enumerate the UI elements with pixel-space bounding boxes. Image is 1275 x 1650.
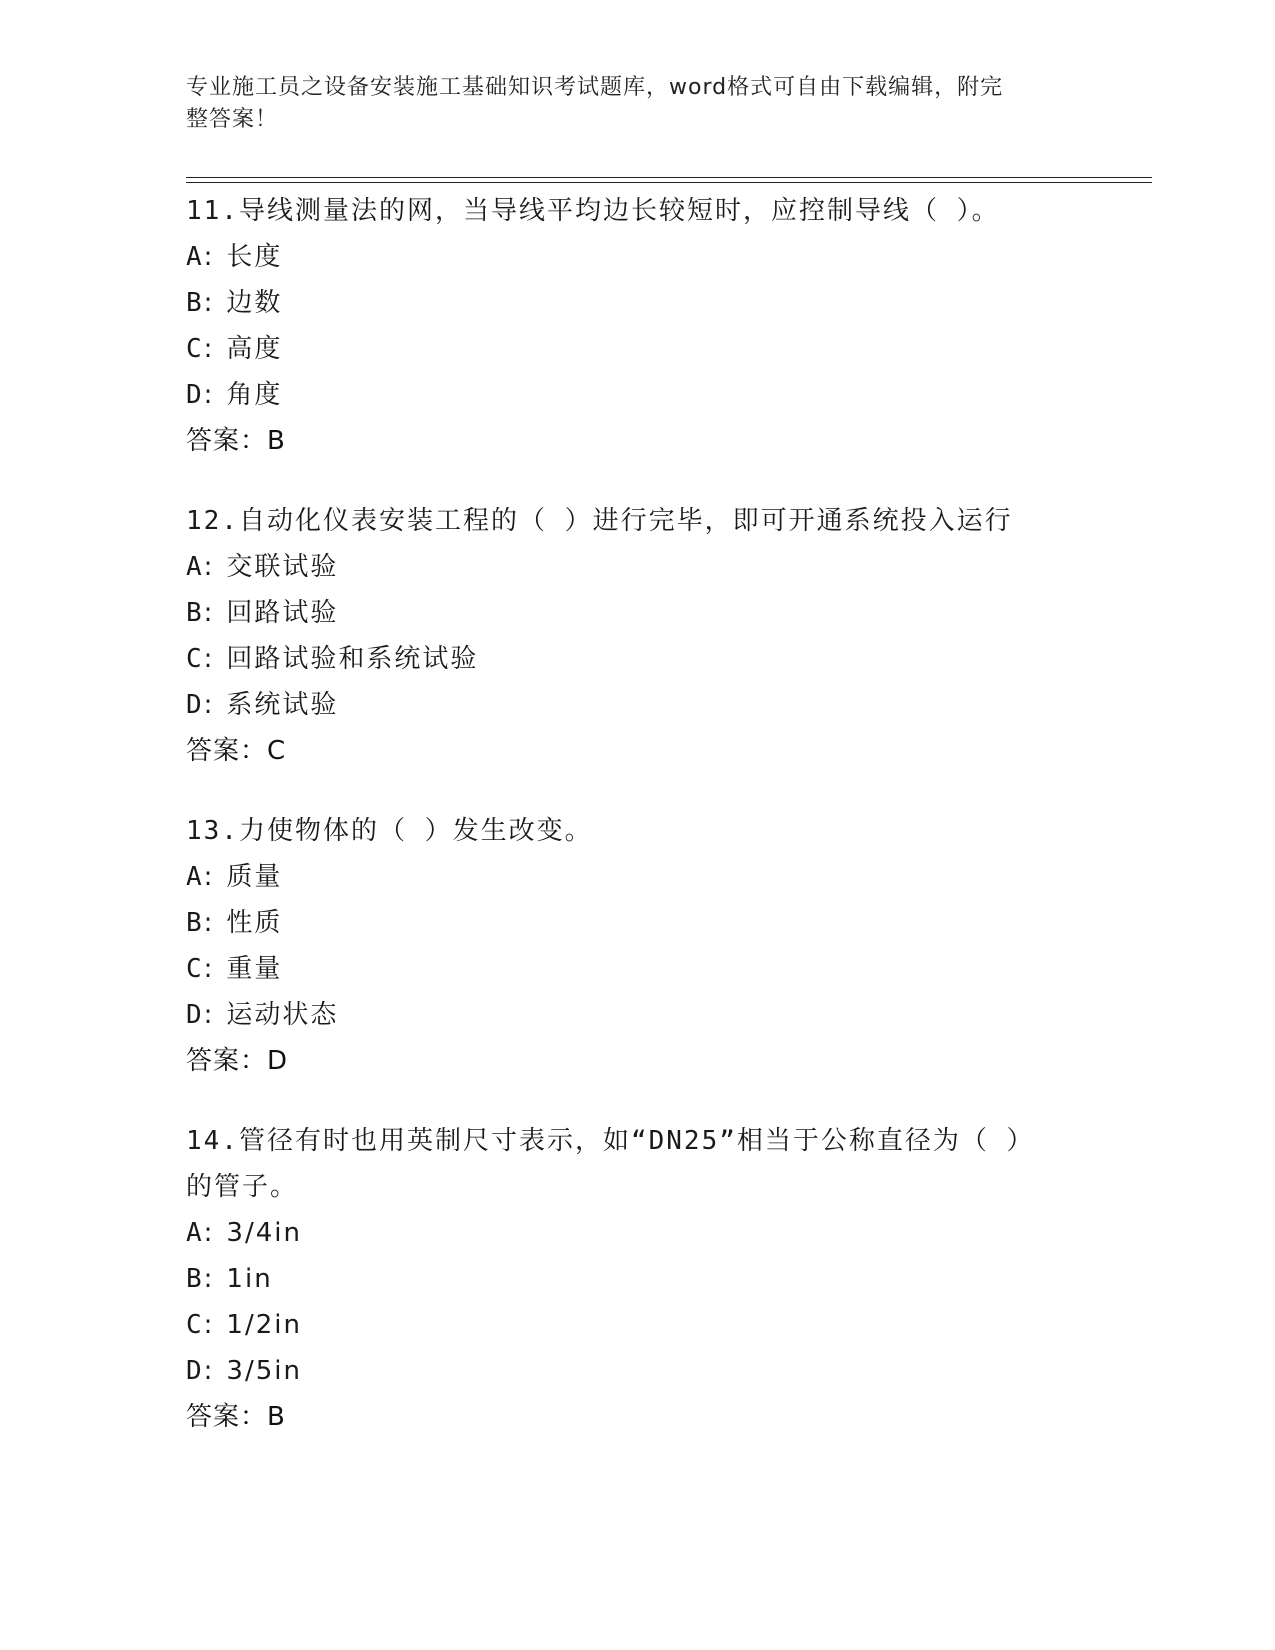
question-stem: 11.导线测量法的网，当导线平均边长较短时，应控制导线（ ）。 bbox=[186, 196, 1000, 226]
option-text: 回路试验 bbox=[226, 598, 339, 628]
option-text: 边数 bbox=[226, 288, 283, 318]
option-c: C: 高度 bbox=[186, 334, 283, 364]
answer-label: 答案：B bbox=[186, 426, 286, 456]
answer-label: 答案：D bbox=[186, 1046, 289, 1076]
question-12 bbox=[186, 498, 1086, 774]
option-text: 重量 bbox=[226, 954, 283, 984]
option-key: D bbox=[186, 690, 204, 720]
option-text: 长度 bbox=[226, 242, 283, 272]
question-stem-line-1: 14.管径有时也用英制尺寸表示，如“DN25”相当于公称直径为（ ） bbox=[186, 1126, 1035, 1156]
option-d: D: 系统试验 bbox=[186, 690, 339, 720]
option-a: A: 质量 bbox=[186, 862, 283, 892]
header-line-2: 整答案！ bbox=[186, 107, 279, 132]
option-text: 角度 bbox=[226, 380, 283, 410]
question-11 bbox=[186, 188, 1086, 464]
option-text: 交联试验 bbox=[226, 552, 339, 582]
option-b: B: 边数 bbox=[186, 288, 283, 318]
option-d: D: 3/5in bbox=[186, 1356, 302, 1386]
option-key: A bbox=[186, 1218, 204, 1248]
option-key: C bbox=[186, 644, 204, 674]
option-text: 运动状态 bbox=[226, 1000, 339, 1030]
question-list bbox=[186, 188, 1086, 1474]
header-line-1: 专业施工员之设备安装施工基础知识考试题库，word格式可自由下载编辑，附完 bbox=[186, 75, 1004, 100]
option-c: C: 重量 bbox=[186, 954, 283, 984]
option-key: B bbox=[186, 288, 204, 318]
option-text: 3/5in bbox=[226, 1356, 302, 1386]
option-key: B bbox=[186, 1264, 204, 1294]
option-b: B: 1in bbox=[186, 1264, 273, 1294]
answer-label: 答案：C bbox=[186, 736, 287, 766]
option-a: A: 3/4in bbox=[186, 1218, 302, 1248]
option-d: D: 角度 bbox=[186, 380, 283, 410]
option-text: 1/2in bbox=[226, 1310, 302, 1340]
option-b: B: 回路试验 bbox=[186, 598, 339, 628]
option-c: C: 1/2in bbox=[186, 1310, 302, 1340]
question-14 bbox=[186, 1118, 1086, 1440]
option-key: D bbox=[186, 1356, 204, 1386]
option-text: 系统试验 bbox=[226, 690, 339, 720]
option-text: 3/4in bbox=[226, 1218, 302, 1248]
option-key: D bbox=[186, 380, 204, 410]
option-c: C: 回路试验和系统试验 bbox=[186, 644, 479, 674]
option-key: A bbox=[186, 242, 204, 272]
option-key: C bbox=[186, 954, 204, 984]
option-key: A bbox=[186, 552, 204, 582]
option-text: 性质 bbox=[226, 908, 283, 938]
document-header bbox=[186, 72, 1066, 136]
header-divider-bottom bbox=[186, 182, 1152, 183]
option-key: A bbox=[186, 862, 204, 892]
header-divider-top bbox=[186, 177, 1152, 178]
option-text: 1in bbox=[226, 1264, 273, 1294]
option-key: C bbox=[186, 334, 204, 364]
option-key: D bbox=[186, 1000, 204, 1030]
option-b: B: 性质 bbox=[186, 908, 283, 938]
option-d: D: 运动状态 bbox=[186, 1000, 339, 1030]
option-text: 回路试验和系统试验 bbox=[226, 644, 479, 674]
option-key: B bbox=[186, 598, 204, 628]
option-text: 质量 bbox=[226, 862, 283, 892]
question-13 bbox=[186, 808, 1086, 1084]
question-stem: 13.力使物体的（ ）发生改变。 bbox=[186, 816, 593, 846]
option-a: A: 长度 bbox=[186, 242, 283, 272]
option-key: C bbox=[186, 1310, 204, 1340]
answer-label: 答案：B bbox=[186, 1402, 286, 1432]
question-stem-line-2: 的管子。 bbox=[186, 1172, 299, 1202]
option-key: B bbox=[186, 908, 204, 938]
option-text: 高度 bbox=[226, 334, 283, 364]
option-a: A: 交联试验 bbox=[186, 552, 339, 582]
question-stem: 12.自动化仪表安装工程的（ ）进行完毕，即可开通系统投入运行 bbox=[186, 506, 1013, 536]
